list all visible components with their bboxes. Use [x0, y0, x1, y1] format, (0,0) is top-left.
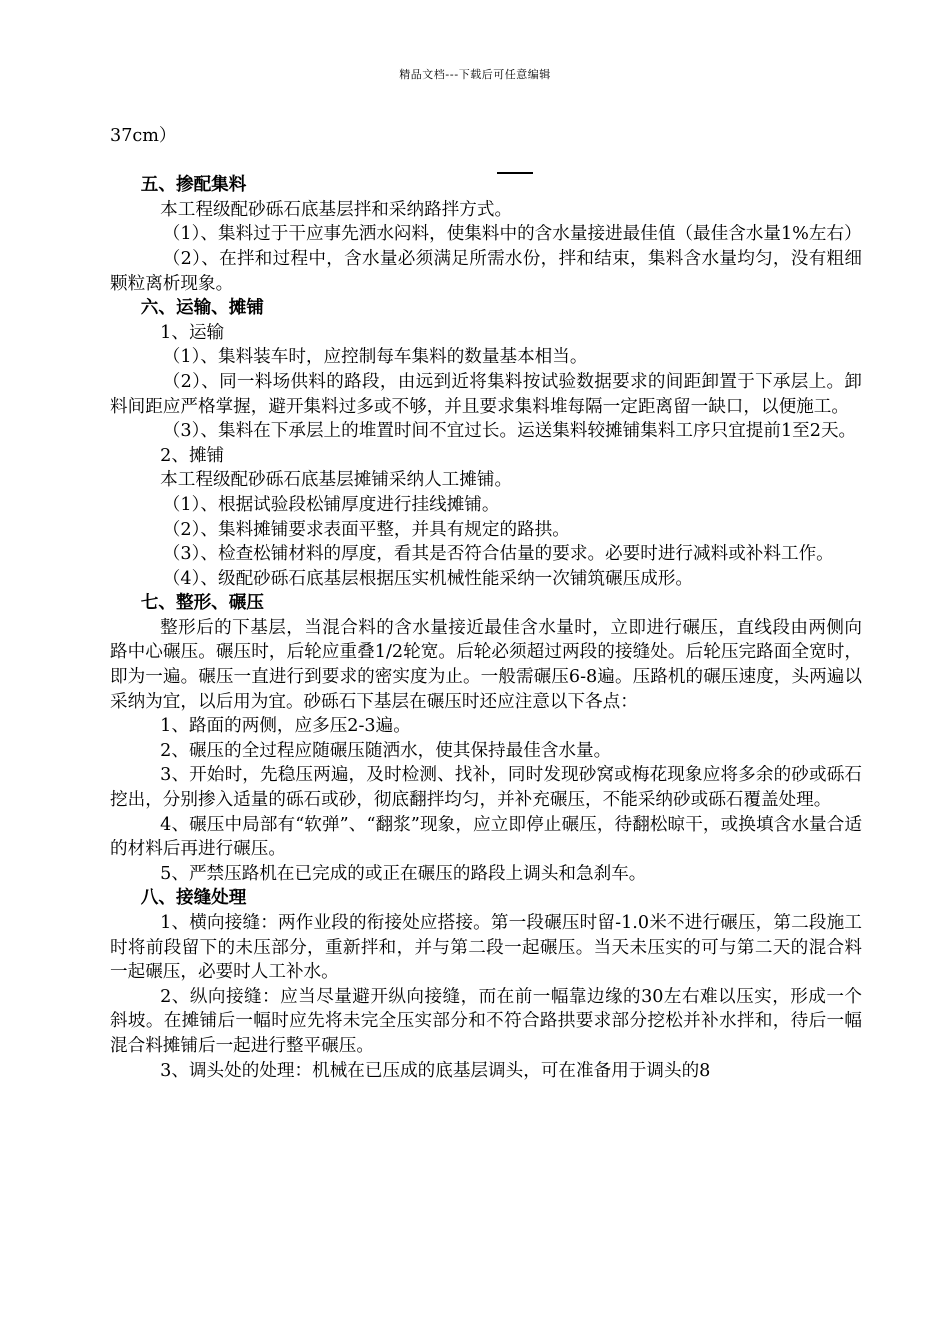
paragraph: （1）、集料装车时，应控制每车集料的数量基本相当。 — [162, 347, 588, 368]
section-heading: 七、整形、碾压 — [140, 592, 264, 614]
paragraph: 2、摊铺 — [160, 445, 225, 466]
paragraph: （3）、集料在下承层上的堆置时间不宜过长。运送集料较摊铺集料工序只宜提前1至2天。 — [162, 421, 857, 442]
paragraph: 2、碾压的全过程应随碾压随洒水，使其保持最佳含水量。 — [160, 740, 612, 761]
paragraph: 3、调头处的处理：机械在已压成的底基层调头，可在准备用于调头的8 — [160, 1060, 711, 1081]
paragraph: 本工程级配砂砾石底基层拌和采纳路拌方式。 — [160, 199, 513, 220]
paragraph: 1、运输 — [160, 322, 225, 343]
section-heading: 五、掺配集料 — [140, 174, 247, 196]
page-header: 精品文档---下载后可任意编辑 — [399, 68, 551, 81]
paragraph: 整形后的下基层，当混合料的含水量接近最佳含水量时，立即进行碾压，直线段由两侧向路中心碾压。碾压时，后轮应重叠1/2轮宽。后轮必须超过两段的接缝处。后轮压完路面全宽时，即为一遍。碾压一直进行到要求的密实度为止。一般需碾压6-8遍。压路机的碾压速度，头两遍以采纳为宜，以后用为宜。砂砾石下基层在碾压时还应注意以下各点： — [110, 617, 862, 712]
paragraph: （1）、根据试验段松铺厚度进行挂线摊铺。 — [162, 494, 500, 515]
paragraph: （3）、检查松铺材料的厚度，看其是否符合估量的要求。必要时进行减料或补料工作。 — [162, 544, 834, 565]
paragraph: 5、严禁压路机在已完成的或正在碾压的路段上调头和急刹车。 — [160, 863, 647, 884]
paragraph: 1、横向接缝：两作业段的衔接处应搭接。第一段碾压时留-1.0米不进行碾压，第二段施工时将前段留下的未压部分，重新拌和，并与第二段一起碾压。当天未压实的可与第二天的混合料一起碾压，必要时人工补水。 — [110, 913, 862, 983]
paragraph: 2、纵向接缝：应当尽量避开纵向接缝，而在前一幅靠边缘的30左右难以压实，形成一个斜坡。在摊铺后一幅时应先将未完全压实部分和不符合路拱要求部分挖松并补水拌和，待后一幅混合料摊铺后一起进行整平碾压。 — [110, 986, 862, 1056]
paragraph: 1、路面的两侧，应多压2-3遍。 — [160, 716, 411, 737]
section-heading: 六、运输、摊铺 — [140, 297, 264, 319]
paragraph: （4）、级配砂砾石底基层根据压实机械性能采纳一次铺筑碾压成形。 — [162, 568, 694, 589]
paragraph: （2）、同一料场供料的路段，由远到近将集料按试验数据要求的间距卸置于下承层上。卸料间距应严格掌握，避开集料过多或不够，并且要求集料堆每隔一定距离留一缺口，以便施工。 — [110, 371, 862, 417]
paragraph: （2）、集料摊铺要求表面平整，并具有规定的路拱。 — [162, 519, 570, 540]
paragraph: 37cm） — [110, 126, 177, 146]
paragraph: 本工程级配砂砾石底基层摊铺采纳人工摊铺。 — [160, 470, 513, 491]
paragraph: 3、开始时，先稳压两遍，及时检测、找补，同时发现砂窝或梅花现象应将多余的砂或砾石挖出，分别掺入适量的砾石或砂，彻底翻拌均匀，并补充碾压，不能采纳砂或砾石覆盖处理。 — [110, 765, 862, 811]
spacer — [110, 149, 862, 174]
paragraph: 4、碾压中局部有“软弹”、“翻浆”现象，应立即停止碾压，待翻松晾干，或换填含水量合适的材料后再进行碾压。 — [110, 814, 862, 860]
document-body — [110, 124, 862, 1083]
section-heading: 八、接缝处理 — [140, 887, 247, 909]
paragraph: （2）、在拌和过程中，含水量必须满足所需水份，拌和结束，集料含水量均匀，没有粗细颗粒离析现象。 — [110, 248, 862, 294]
paragraph: （1）、集料过于干应事先洒水闷料，使集料中的含水量接进最佳值（最佳含水量1%左右） — [162, 224, 862, 245]
